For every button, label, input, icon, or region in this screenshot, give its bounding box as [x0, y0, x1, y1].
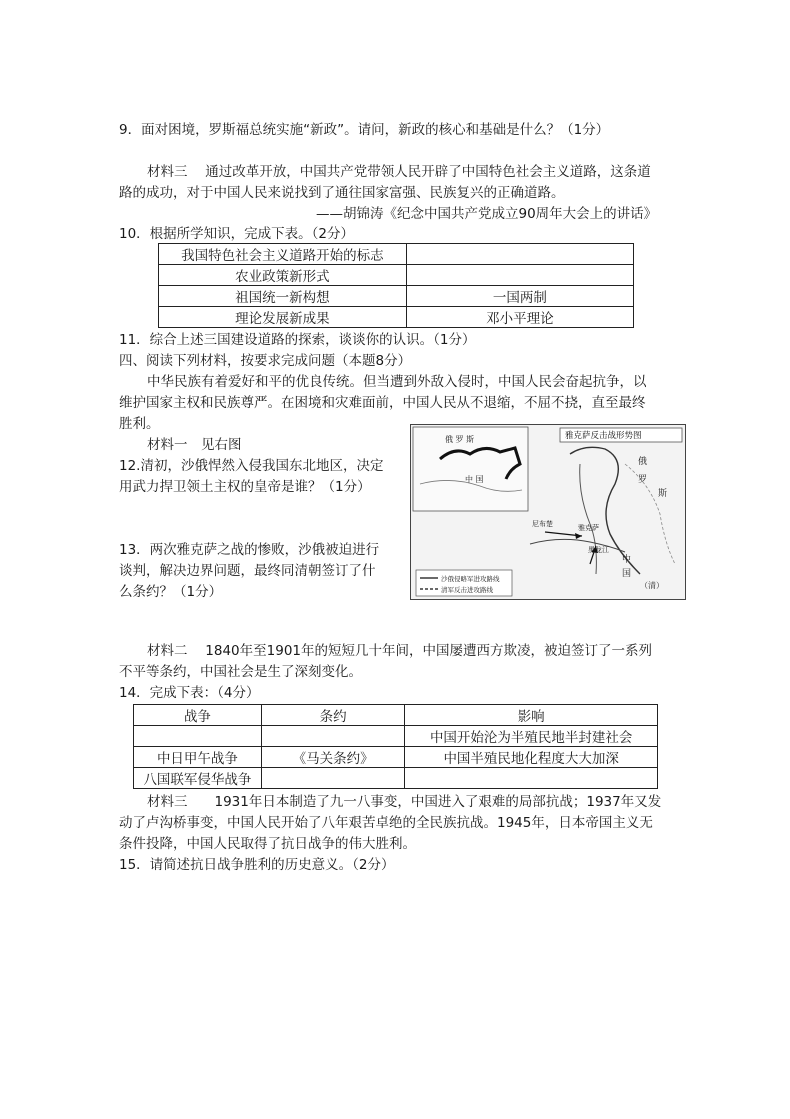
map-title: 雅克萨反击战形势图	[565, 431, 642, 441]
question-13-line-3: 么条约？（1分）	[119, 584, 223, 600]
table-cell: 《马关条约》	[261, 747, 404, 768]
question-12-line-2: 用武力捍卫领土主权的皇帝是谁？（1分）	[119, 479, 371, 495]
question-13-line-2: 谈判，解决边界问题，最终同清朝签订了什	[119, 563, 376, 579]
table-row	[159, 244, 634, 265]
intro-line-1: 中华民族有着爱好和平的优良传统。但当遭到外敌入侵时，中国人民会奋起抗争，以	[147, 374, 647, 390]
material-3-line-1: 材料三 通过改革开放，中国共产党带领人民开辟了中国特色社会主义道路，这条道	[147, 164, 651, 180]
table-cell: 我国特色社会主义道路开始的标志	[159, 244, 407, 265]
table-1	[158, 243, 634, 328]
question-11: 11．综合上述三国建设道路的探索，谈谈你的认识。（1分）	[119, 332, 476, 348]
material-2-line-1: 材料二 1840年至1901年的短短几十年间，中国屡遭西方欺凌，被迫签订了一系列	[147, 643, 653, 659]
material-3b-line-1: 材料三 1931年日本制造了九一八事变，中国进入了艰难的局部抗战；1937年又发	[147, 794, 662, 810]
map-label-zhong: 中	[622, 555, 632, 565]
map-label-si: 斯	[658, 489, 668, 499]
map-label-luo: 罗	[638, 475, 648, 485]
inset-label-russia: 俄 罗 斯	[445, 435, 475, 444]
question-15: 15．请简述抗日战争胜利的历史意义。（2分）	[119, 857, 395, 873]
yaksa-battle-map	[410, 424, 686, 600]
material-1-label: 材料一 见右图	[147, 437, 242, 453]
table-cell	[261, 726, 404, 747]
material-2-line-2: 不平等条约，中国社会是生了深刻变化。	[119, 664, 362, 680]
map-label-yaksa: 雅克萨	[578, 524, 599, 532]
table-header-cell: 条约	[261, 705, 404, 726]
question-14: 14．完成下表：（4分）	[119, 685, 260, 701]
table-cell: 一国两制	[406, 286, 633, 307]
table-cell	[134, 726, 262, 747]
table-cell: 农业政策新形式	[159, 265, 407, 286]
table-cell: 邓小平理论	[406, 307, 633, 328]
table-cell: 中日甲午战争	[134, 747, 262, 768]
table-cell	[261, 768, 404, 789]
table-cell	[405, 768, 658, 789]
table-cell: 八国联军侵华战争	[134, 768, 262, 789]
intro-line-2: 维护国家主权和民族尊严。在困境和灾难面前，中国人民从不退缩，不屈不挠，直至最终	[119, 395, 646, 411]
material-3b-line-2: 动了卢沟桥事变，中国人民开始了八年艰苦卓绝的全民族抗战。1945年，日本帝国主义无	[119, 815, 653, 831]
table-row	[159, 265, 634, 286]
material-3-source: ——胡锦涛《纪念中国共产党成立90周年大会上的讲话》	[316, 206, 658, 222]
map-label-guo: 国	[622, 569, 632, 579]
question-13-line-1: 13．两次雅克萨之战的惨败，沙俄被迫进行	[119, 542, 380, 558]
table-header-row	[134, 705, 658, 726]
material-3b-line-3: 条件投降，中国人民取得了抗日战争的伟大胜利。	[119, 836, 416, 852]
table-header-cell: 战争	[134, 705, 262, 726]
table-cell	[406, 244, 633, 265]
map-label-qing: （清）	[640, 581, 664, 590]
table-row	[134, 726, 658, 747]
table-2	[133, 704, 658, 789]
section-4-heading: 四、阅读下列材料，按要求完成问题（本题8分）	[119, 353, 412, 369]
map-label-e: 俄	[638, 457, 648, 467]
table-cell: 中国开始沦为半殖民地半封建社会	[405, 726, 658, 747]
table-row	[159, 307, 634, 328]
map-label-heilongjiang: 黑龙江	[588, 546, 609, 554]
table-cell: 理论发展新成果	[159, 307, 407, 328]
question-9: 9．面对困境，罗斯福总统实施“新政”。请问，新政的核心和基础是什么？（1分）	[119, 122, 610, 138]
question-12-line-1: 12.清初，沙俄悍然入侵我国东北地区，决定	[119, 458, 384, 474]
inset-label-china: 中 国	[465, 475, 484, 484]
legend-label-attack: 沙俄侵略军进攻路线	[441, 575, 500, 583]
table-cell: 中国半殖民地化程度大大加深	[405, 747, 658, 768]
question-10: 10．根据所学知识，完成下表。（2分）	[119, 226, 355, 242]
table-header-cell: 影响	[405, 705, 658, 726]
map-label-nerchinsk: 尼布楚	[532, 520, 553, 528]
intro-line-3: 胜利。	[119, 416, 160, 432]
table-row	[134, 747, 658, 768]
table-row	[159, 286, 634, 307]
material-3-line-2: 路的成功，对于中国人民来说找到了通往国家富强、民族复兴的正确道路。	[119, 185, 565, 201]
table-cell: 祖国统一新构想	[159, 286, 407, 307]
table-cell	[406, 265, 633, 286]
legend-label-counter: 清军反击进攻路线	[441, 586, 493, 594]
table-row	[134, 768, 658, 789]
